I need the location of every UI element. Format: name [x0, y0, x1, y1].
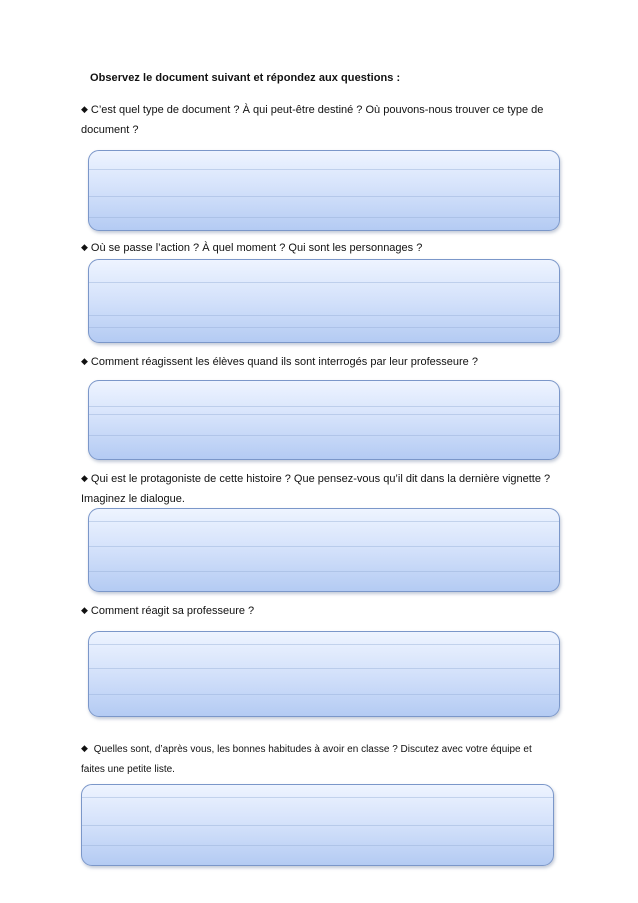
question-4-text: Qui est le protagoniste de cette histoire ? Que pensez-vous qu’il dit dans la dernière vignette ? Imaginez le dialogue. — [81, 473, 551, 505]
question-6 — [81, 739, 551, 780]
answer-box-4[interactable] — [88, 508, 560, 592]
answer-box-1[interactable] — [88, 150, 560, 231]
diamond-bullet-icon: ◆ — [81, 473, 88, 483]
answer-box-3[interactable] — [88, 380, 560, 460]
question-1 — [81, 100, 551, 140]
diamond-bullet-icon: ◆ — [81, 743, 88, 753]
answer-box-5[interactable] — [88, 631, 560, 717]
instructions-heading: Observez le document suivant et répondez aux questions : — [90, 72, 401, 84]
answer-box-2[interactable] — [88, 259, 560, 343]
answer-box-6[interactable] — [81, 784, 554, 866]
question-3 — [81, 352, 551, 372]
question-1-text: C’est quel type de document ? À qui peut-être destiné ? Où pouvons-nous trouver ce type de document ? — [81, 104, 544, 136]
question-4 — [81, 469, 551, 509]
question-5 — [81, 601, 551, 621]
question-5-text: Comment réagit sa professeure ? — [90, 605, 255, 617]
question-3-text: Comment réagissent les élèves quand ils sont interrogés par leur professeure ? — [90, 356, 478, 368]
diamond-bullet-icon: ◆ — [81, 605, 88, 615]
diamond-bullet-icon: ◆ — [81, 356, 88, 366]
diamond-bullet-icon: ◆ — [81, 104, 88, 114]
diamond-bullet-icon: ◆ — [81, 242, 88, 252]
question-2 — [81, 238, 551, 258]
question-6-text: Quelles sont, d’après vous, les bonnes habitudes à avoir en classe ? Discutez avec votre équipe et faites une petite liste. — [81, 744, 532, 775]
question-2-text: Où se passe l’action ? À quel moment ? Qui sont les personnages ? — [90, 242, 423, 254]
